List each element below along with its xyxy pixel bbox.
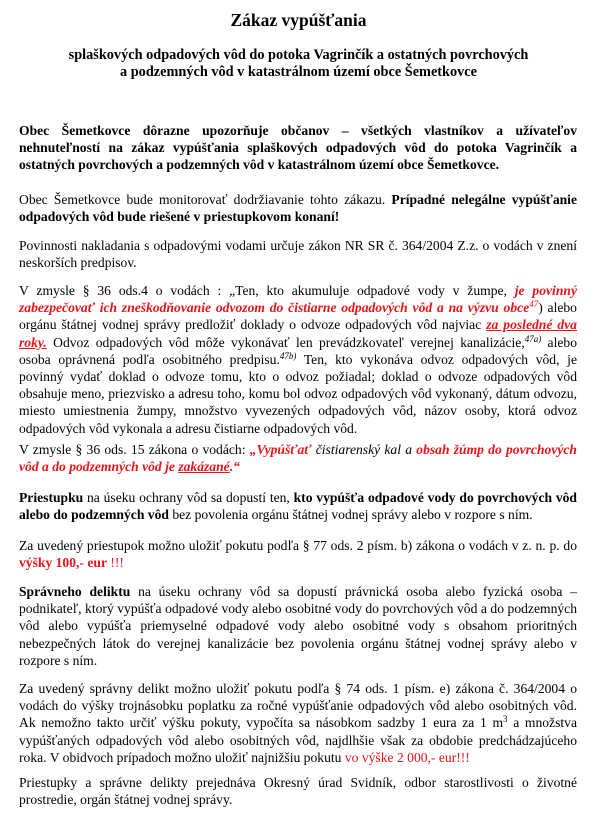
offence-text-2: bez povolenia orgánu štátnej vodnej správy alebo v rozpore s ním. [168, 507, 533, 523]
paragraph-delict-fine [19, 680, 577, 766]
s36-15-sludge: čistiarenský kal a [311, 442, 417, 457]
delict-label: Správneho deliktu [19, 584, 131, 599]
s36-4-intro: V zmysle § 36 ods.4 o vodách : „Ten, kto akumuluje odpadové vody v žumpe, [19, 283, 515, 298]
paragraph-law-reference: Povinnosti nakladania s odpadovými vodami určuje zákon NR SR č. 364/2004 Z.z. o vodách v znení neskorších predpisov. [19, 238, 577, 271]
delict-fine-text-2: a množstva vypúšťaných odpadových vôd alebo osobitných vôd, najdlhšie však za obdobie predchádzajúceho roka. V obidvoch prípadoch možno uložiť najnižšiu pokutu [19, 715, 577, 765]
cubic-superscript: 3 [503, 714, 508, 725]
s36-4-text-4: alebo osoba oprávnená podľa osobitného predpisu. [19, 334, 577, 367]
delict-fine-text-1: Za uvedený správny delikt možno uložiť pokutu podľa § 74 ods. 1 písm. e) zákona č. 364/2004 o vodách do výšky trojnásobku poplatku za ročné vypúšťanie odpadových vôd alebo osobitných vôd. Ak nemožno takto určiť výšku pokuty, vypočíta sa násobkom sadzby 1 eura za 1 m [19, 681, 577, 731]
offence-fine-text: Za uvedený priestupok možno uložiť pokutu podľa § 77 ods. 2 písm. b) zákona o vodách v z. n. p. do [19, 538, 577, 553]
s36-4-obligation: je povinný zabezpečovať ich zneškodňovanie odvozom do čistiarne odpadových vôd a na výzvu obce [19, 283, 577, 316]
monitoring-penalty-text: Prípadné nelegálne vypúšťanie odpadových vôd bude riešené v priestupkovom konaní! [19, 192, 577, 225]
footnote-ref-47: 47 [529, 299, 539, 310]
paragraph-section-36-15 [19, 441, 577, 475]
paragraph-administrative-delict [19, 583, 577, 669]
paragraph-offence-fine [19, 537, 577, 571]
paragraph-section-36-4 [19, 282, 577, 437]
s36-15-intro: V zmysle § 36 ods. 15 zákona o vodách: [19, 442, 250, 457]
paragraph-monitoring [19, 191, 577, 225]
s36-4-two-years: za posledné dva roky. [19, 317, 577, 350]
s36-4-text-3: Odvoz odpadových vôd môže vykonávať len prevádzkovateľ verejnej kanalizácie, [46, 334, 525, 350]
s36-4-text-5: Ten, kto vykonáva odvoz odpadových vôd, je povinný vydať doklad o odvoze tomu, kto o odvoz požiadal; doklad o odvoze odpadových vôd obsahuje meno, priezvisko a adresu toho, komu bol odvoz odpadových vôd vykonaný, dátum odvozu, miesto umiestnenia žumpy, množstvo vyvezených odpadových vôd, názov osoby, ktorá odvoz odpadových vôd vykonala a adresu čistiarne odpadových vôd. [19, 351, 577, 436]
offence-fine-amount: výšky 100,- eur [19, 555, 107, 571]
subtitle-line-2: a podzemných vôd v katastrálnom území obce Šemetkovce [120, 64, 477, 80]
subtitle-line-1: splaškových odpadových vôd do potoka Vagrinčík a ostatných povrchových [68, 47, 529, 63]
paragraph-authority: Priestupky a správne delikty prejednáva Okresný úrad Svidník, odbor starostlivosti o životné prostredie, orgán štátnej vodnej správy. [19, 775, 577, 808]
document-title: Zákaz vypúšťania [230, 10, 367, 30]
footnote-ref-47b: 47b) [279, 350, 297, 361]
offence-text-bold: kto vypúšťa odpadové vody do povrchových vôd alebo do podzemných vôd [19, 490, 577, 523]
s36-4-text-2: ) alebo orgánu štátnej vodnej správy predložiť doklady o odvoze odpadových vôd najviac [19, 300, 577, 333]
paragraph-warning: Obec Šemetkovce dôrazne upozorňuje občanov – všetkých vlastníkov a užívateľov nehnuteľností na zákaz vypúšťania splaškových odpadových vôd do potoka Vagrinčík a ostatných povrchových a podzemných vôd v katastrálnom území obce Šemetkovce. [19, 123, 577, 173]
offence-fine-exclaim: !!! [106, 555, 124, 571]
document-subtitle [20, 47, 577, 81]
footnote-ref-47a: 47a) [524, 333, 542, 344]
delict-text: na úseku ochrany vôd sa dopustí právnická osoba alebo fyzická osoba – podnikateľ, ktorý vypúšťa odpadové vody alebo osobitné vody do povrchových vôd a do podzemných vôd alebo vypúšťa priemyselné odpadové vody alebo osobitné vody s obsahom prioritných nebezpečných látok do verejnej kanalizácie bez povolenia orgánu štátnej vodnej správy alebo v rozpore s ním. [19, 584, 577, 668]
paragraph-offence [19, 489, 577, 523]
s36-15-forbidden: zakázané [178, 459, 230, 475]
offence-text-1: na úseku ochrany vôd sa dopustí ten, [83, 490, 294, 505]
monitoring-text: Obec Šemetkovce bude monitorovať dodržiavanie tohto zákazu. [19, 192, 392, 207]
delict-fine-amount: vo výške 2 000,- eur!!! [344, 749, 470, 765]
s36-15-cesspool: obsah žúmp do povrchových vôd a do podzemných vôd je [19, 442, 577, 475]
offence-label: Priestupku [19, 490, 84, 505]
s36-15-discharge: „Vypúšťať [249, 442, 312, 457]
s36-15-end: .“ [229, 459, 240, 475]
